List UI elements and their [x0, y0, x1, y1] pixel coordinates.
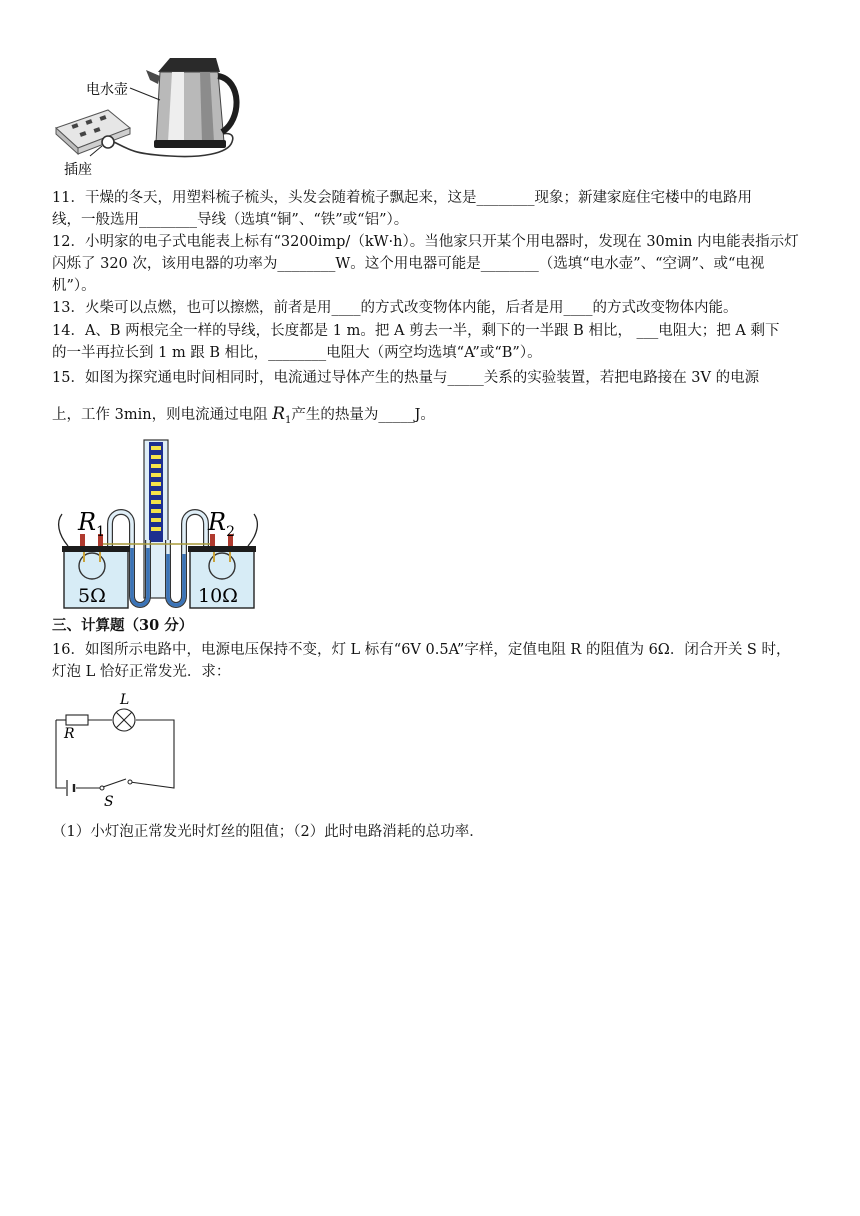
heat-experiment-figure	[48, 436, 268, 612]
resistor-label: R	[64, 726, 75, 742]
kettle-label: 电水壶	[86, 82, 128, 98]
q15-line1: 15．如图为探究通电时间相同时，电流通过导体产生的热量与_____关系的实验装置，若把电路接在 3V 的电源	[52, 370, 760, 386]
r2-label: $R_2$	[208, 508, 235, 540]
q14-line1: 14．A、B 两根完全一样的导线，长度都是 1 m。把 A 剪去一半，剩下的一半跟 B 相比， ___电阻大；把 A 剩下	[52, 323, 780, 339]
kettle-socket-figure	[50, 50, 250, 180]
q16-line1: 16．如图所示电路中，电源电压保持不变，灯 L 标有“6V 0.5A”字样，定值电阻 R 的阻值为 6Ω．闭合开关 S 时，	[52, 642, 791, 658]
q15-line2-part-c: 产生的热量为_____J。	[291, 407, 435, 423]
right-resistance-value: 10Ω	[198, 585, 238, 607]
kettle-icon	[146, 58, 237, 148]
left-resistance-value: 5Ω	[78, 585, 106, 607]
q15-time-unit: min	[123, 407, 152, 423]
lamp-symbol	[113, 709, 135, 731]
q16-line3: （1）小灯泡正常发光时灯丝的阻值；（2）此时电路消耗的总功率．	[52, 824, 484, 840]
r1-label: $R_1$	[78, 508, 105, 540]
q14-line2: 的一半再拉长到 1 m 跟 B 相比，________电阻大（两空均选填“A”或“B”）。	[52, 345, 542, 361]
resistor-symbol	[66, 715, 88, 725]
power-strip-icon	[56, 110, 130, 154]
q12-line2: 闪烁了 320 次，该用电器的功率为________W。这个用电器可能是________（选填“电水壶”、“空调”、或“电视	[52, 256, 765, 272]
battery-symbol	[67, 780, 74, 796]
socket-label: 插座	[64, 162, 92, 178]
q15-resistor-sub: 1	[285, 414, 292, 426]
q15-line2	[52, 404, 435, 431]
q13-line1: 13．火柴可以点燃，也可以擦燃，前者是用____的方式改变物体内能，后者是用____的方式改变物体内能。	[52, 300, 738, 316]
q11-line1: 11．干燥的冬天，用塑料梳子梳头，头发会随着梳子飘起来，这是________现象；新建家庭住宅楼中的电路用	[52, 190, 752, 206]
lamp-label: L	[120, 692, 130, 708]
q16-line2: 灯泡 L 恰好正常发光．求：	[52, 664, 231, 680]
q15-line2-part-a: 上，工作 3	[52, 407, 124, 423]
kettle-leader-line	[130, 88, 160, 100]
q11-line2: 线，一般选用________导线（选填“铜”、“铁”或“铝”）。	[52, 212, 409, 228]
q15-line2-part-b: ，则电流通过电阻	[151, 407, 273, 423]
circuit-diagram	[50, 690, 190, 810]
q12-line1: 12．小明家的电子式电能表上标有“3200imp/（kW·h）。当他家只开某个用电器时，发现在 30min 内电能表指示灯	[52, 234, 799, 250]
section3-title: 三、计算题（30 分）	[52, 617, 194, 634]
q12-line3: 机”）。	[52, 278, 96, 294]
switch-symbol	[100, 779, 132, 790]
q15-resistor-var: R	[272, 404, 285, 424]
switch-label: S	[104, 794, 114, 810]
